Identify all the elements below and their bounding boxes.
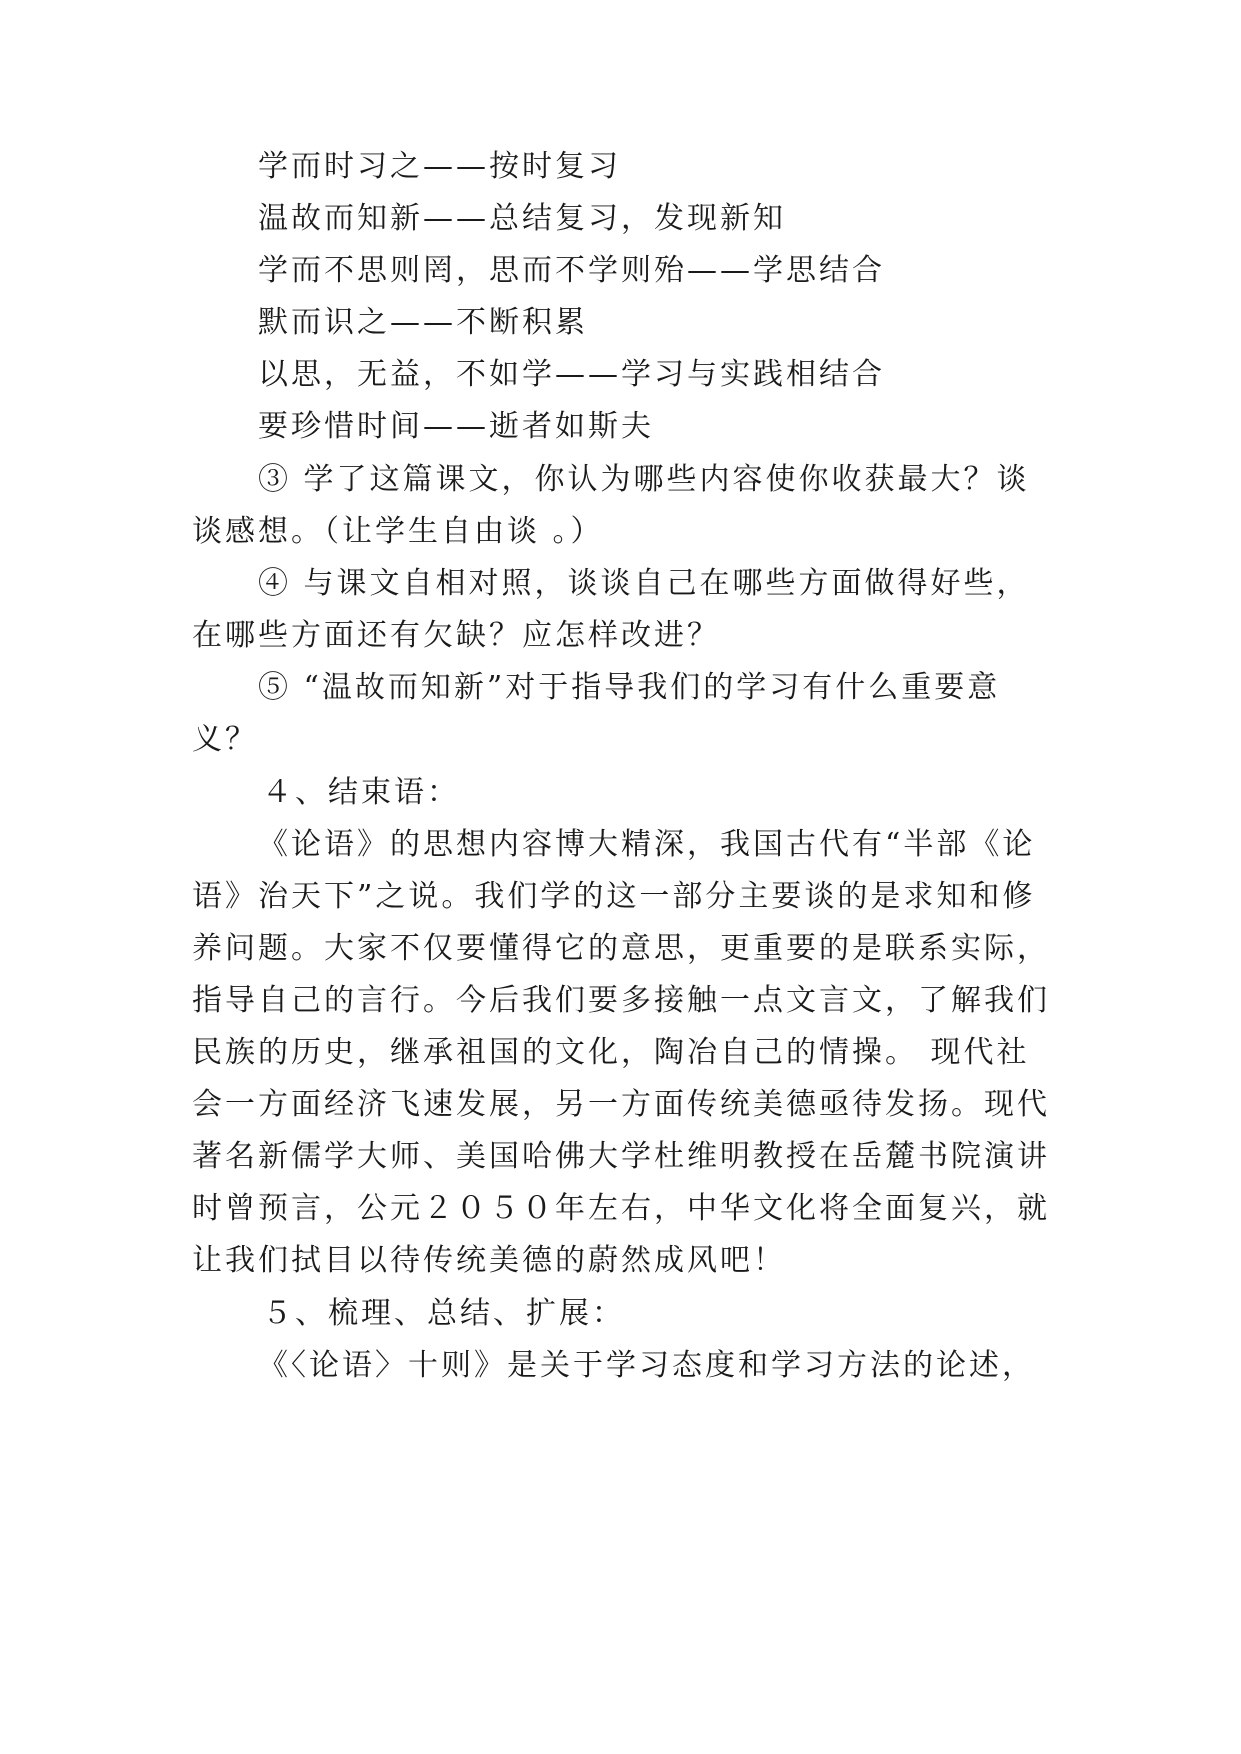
text-line: 著名新儒学大师、美国哈佛大学杜维明教授在岳麓书院演讲 xyxy=(192,1139,1050,1174)
text-line: 要珍惜时间——逝者如斯夫 xyxy=(258,409,654,444)
text-line: 养问题。大家不仅要懂得它的意思，更重要的是联系实际， xyxy=(192,931,1050,966)
text-line: 《论语》的思想内容博大精深，我国古代有“半部《论 xyxy=(258,827,1036,862)
text-line: 让我们拭目以待传统美德的蔚然成风吧！ xyxy=(192,1243,786,1278)
text-line: 语》治天下”之说。我们学的这一部分主要谈的是求知和修 xyxy=(192,879,1036,914)
text-line: 谈感想。（让学生自由谈 。） xyxy=(192,514,604,549)
text-line: 会一方面经济飞速发展，另一方面传统美德亟待发扬。现代 xyxy=(192,1087,1050,1122)
question-line: ③ 学了这篇课文，你认为哪些内容使你收获最大？谈 xyxy=(258,462,1030,497)
question-line: ④ 与课文自相对照，谈谈自己在哪些方面做得好些， xyxy=(258,566,1030,601)
text-line: 温故而知新——总结复习，发现新知 xyxy=(258,201,786,236)
text-line: 《〈论语〉十则》是关于学习态度和学习方法的论述， xyxy=(258,1348,1035,1383)
text-line: 义？ xyxy=(192,722,258,757)
text-line: 民族的历史，继承祖国的文化，陶冶自己的情操。 现代社 xyxy=(192,1035,1030,1070)
text-line: 学而时习之——按时复习 xyxy=(258,149,621,184)
section-heading: ５、梳理、总结、扩展： xyxy=(262,1296,625,1331)
text-line: 默而识之——不断积累 xyxy=(258,305,588,340)
text-line: 在哪些方面还有欠缺？应怎样改进？ xyxy=(192,618,720,653)
text-line: 指导自己的言行。今后我们要多接触一点文言文，了解我们 xyxy=(192,983,1050,1018)
question-line: ⑤ “温故而知新”对于指导我们的学习有什么重要意 xyxy=(258,670,1001,705)
section-heading: ４、结束语： xyxy=(262,775,460,810)
text-line: 以思，无益，不如学——学习与实践相结合 xyxy=(258,357,885,392)
text-line: 学而不思则罔，思而不学则殆——学思结合 xyxy=(258,253,885,288)
text-line: 时曾预言，公元２０５０年左右，中华文化将全面复兴，就 xyxy=(192,1191,1050,1226)
